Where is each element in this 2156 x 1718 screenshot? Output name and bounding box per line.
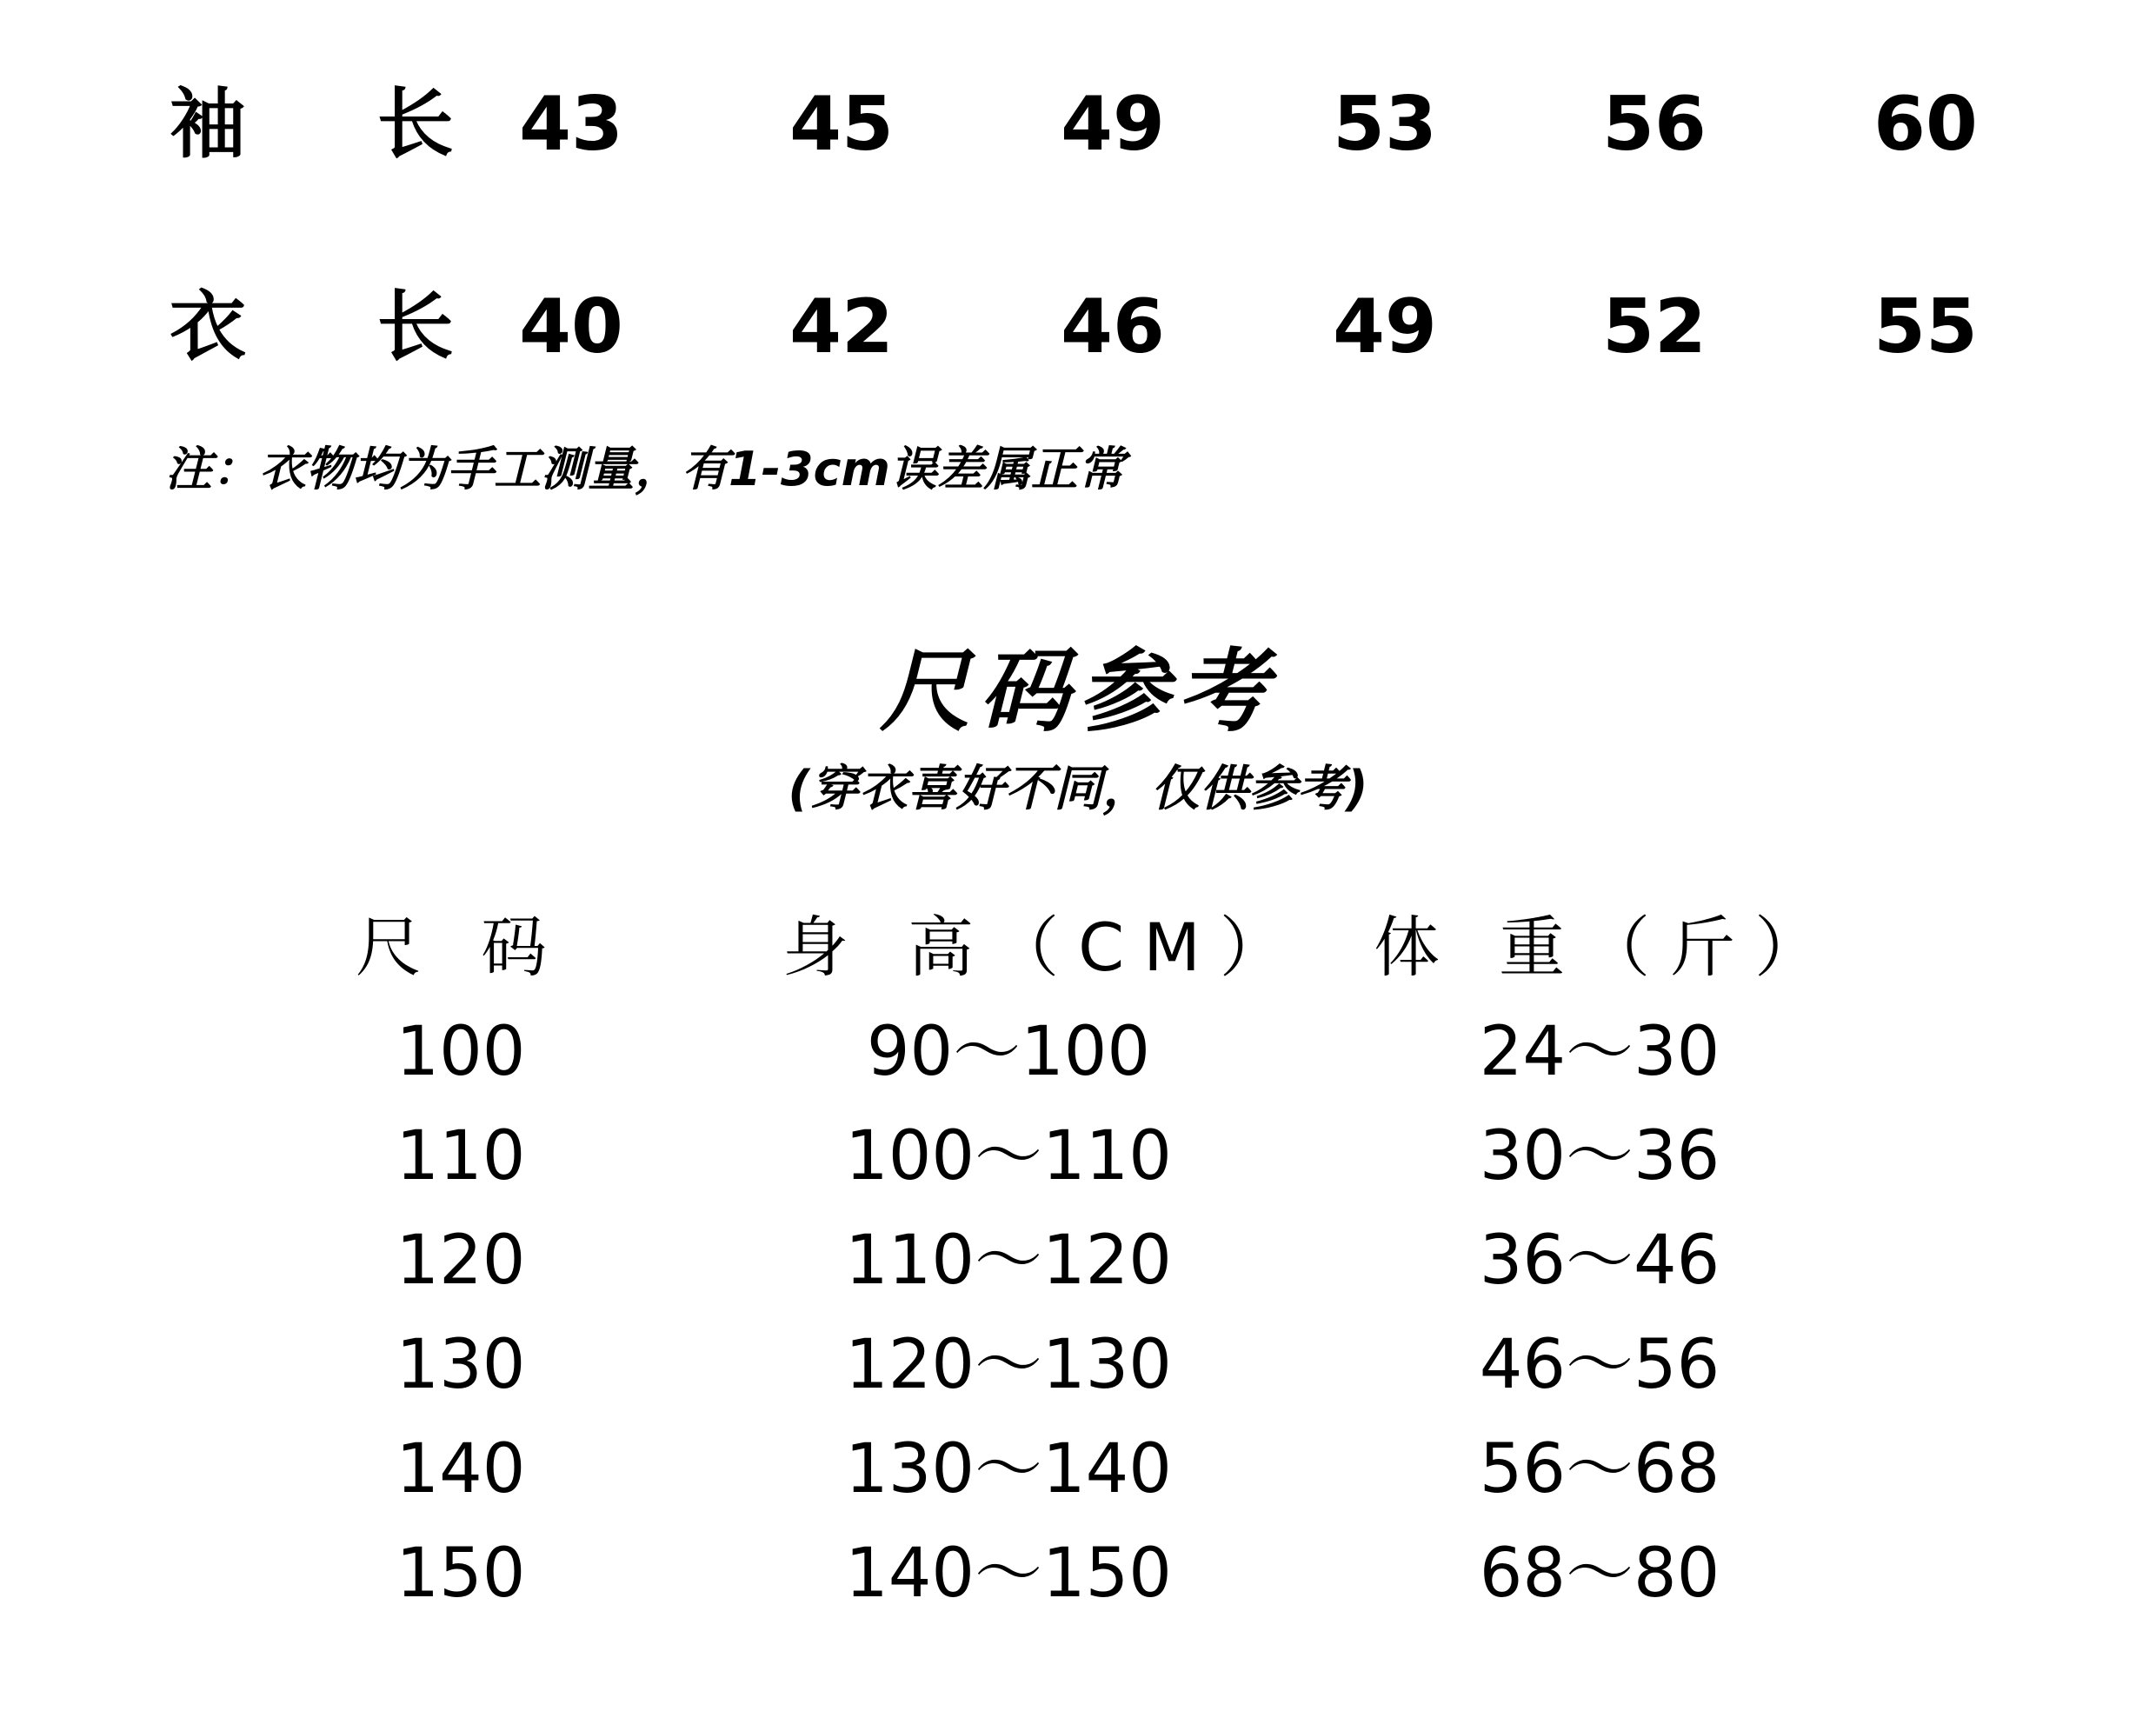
cell-weight-range: 56～68 [1479, 1430, 1720, 1508]
table-row [0, 1000, 2156, 1104]
table-row [0, 1522, 2156, 1626]
sleeve-value-6: 60 [1873, 81, 1978, 168]
length-value-4: 49 [1333, 283, 1437, 370]
size-reference-table [0, 896, 2156, 1626]
cell-size: 130 [396, 1326, 526, 1404]
sleeve-length-row [0, 72, 2156, 176]
sleeve-value-1: 43 [519, 81, 623, 168]
cell-size: 120 [396, 1222, 526, 1300]
garment-length-values [0, 275, 2156, 379]
size-reference-title: 尺码参考 [879, 638, 1276, 744]
cell-size: 110 [396, 1117, 526, 1195]
cell-weight-range: 30～36 [1479, 1117, 1720, 1195]
cell-height-range: 140～150 [845, 1535, 1172, 1613]
cell-height-range: 120～130 [845, 1326, 1172, 1404]
table-row [0, 1209, 2156, 1313]
cell-weight-range: 46～56 [1479, 1326, 1720, 1404]
table-row [0, 1417, 2156, 1522]
cell-size: 100 [396, 1013, 526, 1091]
cell-weight-range: 68～80 [1479, 1535, 1720, 1613]
header-height: 身 高（CM） [782, 909, 1305, 986]
cell-size: 150 [396, 1535, 526, 1613]
sleeve-value-5: 56 [1602, 81, 1707, 168]
cell-weight-range: 24～30 [1479, 1013, 1720, 1091]
table-body [0, 1000, 2156, 1626]
length-value-2: 42 [789, 283, 894, 370]
header-weight: 体 重（斤） [1374, 909, 1840, 986]
sleeve-value-4: 53 [1333, 81, 1437, 168]
sleeve-value-3: 49 [1061, 81, 1165, 168]
sleeve-length-values [0, 72, 2156, 176]
header-size: 尺 码 [355, 909, 567, 986]
table-header-row [0, 896, 2156, 1000]
cell-height-range: 90～100 [866, 1013, 1151, 1091]
table-row [0, 1313, 2156, 1417]
cell-weight-range: 36～46 [1479, 1222, 1720, 1300]
length-value-6: 55 [1873, 283, 1978, 370]
garment-length-row [0, 275, 2156, 379]
sleeve-value-2: 45 [789, 81, 894, 168]
cell-height-range: 100～110 [845, 1117, 1172, 1195]
cell-size: 140 [396, 1430, 526, 1508]
measurement-note: 注：衣物均为手工测量，有1-3cm误差属正常 [165, 442, 1125, 496]
cell-height-range: 110～120 [845, 1222, 1172, 1300]
length-value-5: 52 [1602, 283, 1707, 370]
cell-height-range: 130～140 [845, 1430, 1172, 1508]
length-value-1: 40 [519, 283, 623, 370]
table-row [0, 1104, 2156, 1209]
sleeve-length-label: 袖 长 [170, 79, 506, 169]
size-reference-subtitle: (穿衣喜好不同，仅供参考) [788, 761, 1368, 817]
length-value-3: 46 [1061, 283, 1165, 370]
garment-length-label: 衣 长 [170, 282, 506, 371]
